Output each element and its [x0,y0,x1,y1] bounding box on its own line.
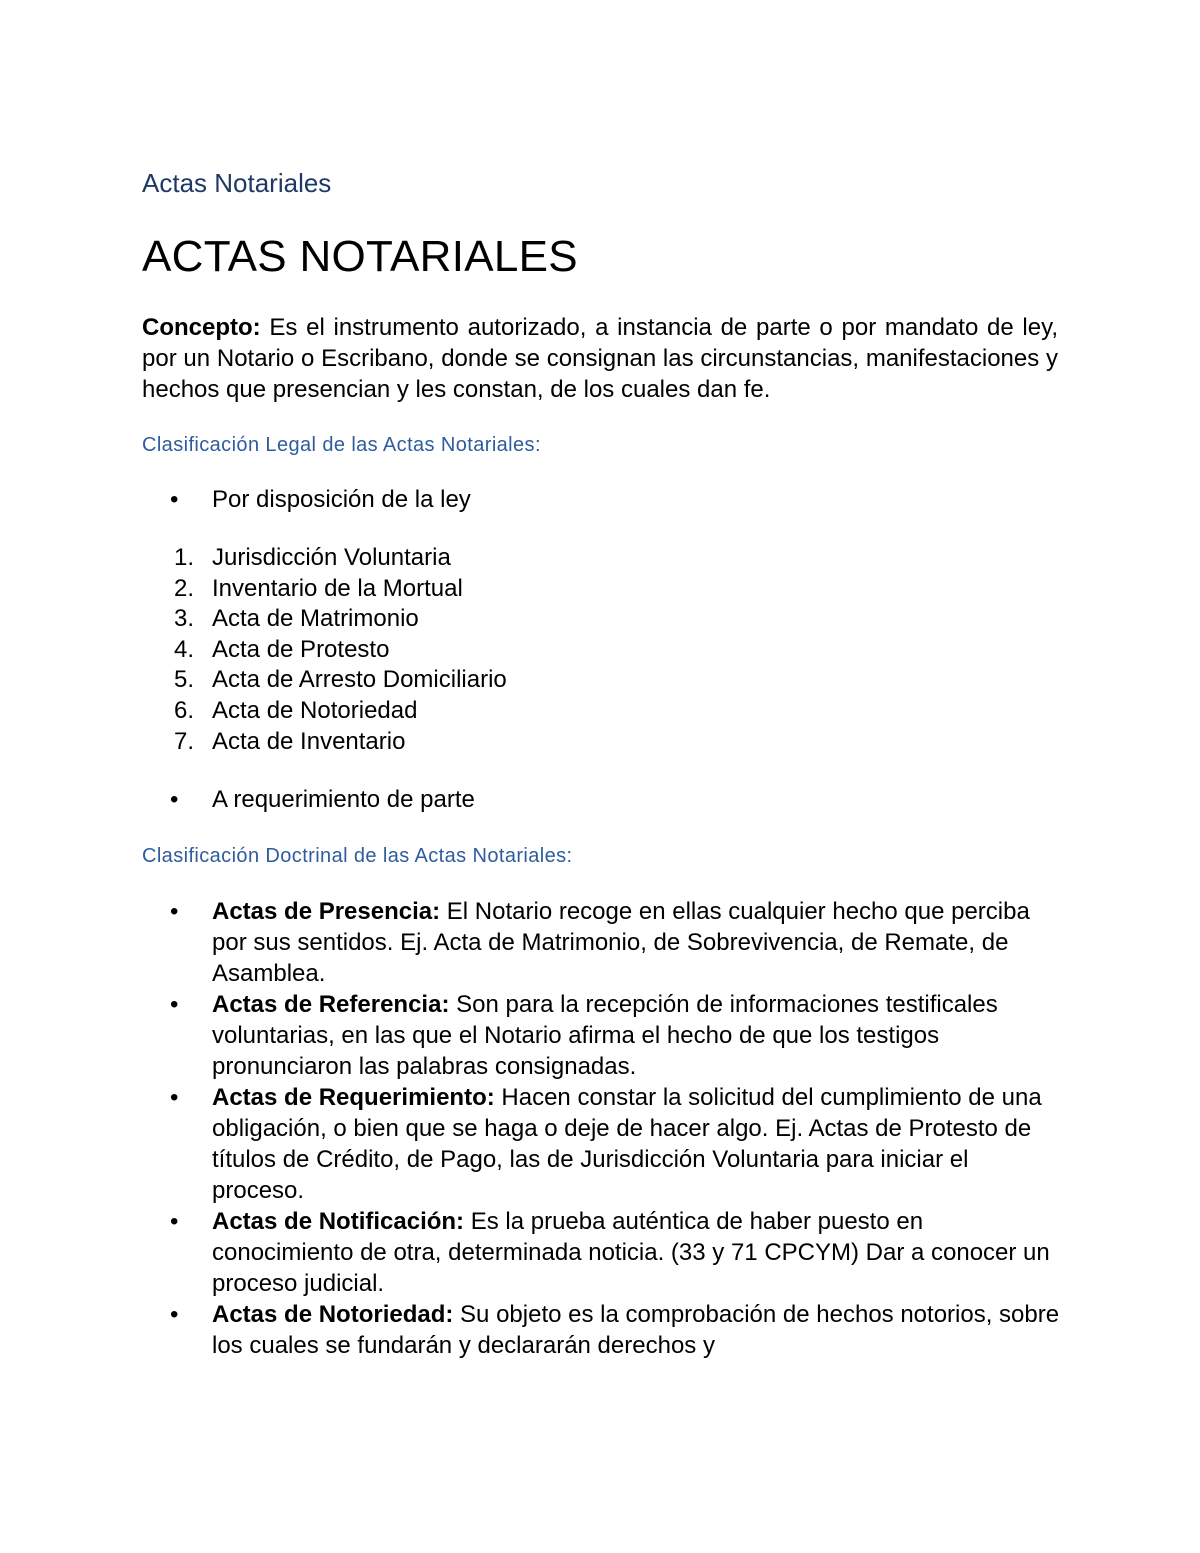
main-heading: ACTAS NOTARIALES [142,232,578,281]
concept-text: Es el instrumento autorizado, a instancia de parte o por mandato de ley, por un Notario o Escribano, donde se consignan las circunstancias, manifestaciones y hechos que presencian y les constan, de los cuales dan fe. [142,314,1058,403]
item-text: Es la prueba auténtica de haber puesto en conocimiento de otra, determinada noticia. (33 y 71 CPCYM) Dar a conocer un proceso judicial. [212,1208,1050,1297]
item-number: 3. [174,605,195,633]
item-text: Hacen constar la solicitud del cumplimiento de una obligación, o bien que se haga o deje de hacer algo. Ej. Actas de Protesto de títulos de Crédito, de Pago, las de Jurisdicción Voluntaria para iniciar el proceso. [212,1084,1042,1204]
item-number: 1. [174,544,195,571]
item-label: Actas de Requerimiento: [212,1084,495,1111]
numbered-item [142,727,507,758]
item-text: El Notario recoge en ellas cualquier hecho que perciba por sus sentidos. Ej. Acta de Matrimonio, de Sobrevivencia, de Remate, de Asamblea. [212,898,1030,987]
doctrinal-list [142,896,1062,1361]
bullet-text: A requerimiento de parte [212,786,475,813]
item-number: 2. [174,574,195,602]
doctrinal-item [142,896,1062,989]
item-label: Actas de Presencia: [212,898,441,925]
numbered-list [142,543,507,757]
numbered-item [142,604,507,635]
numbered-item [142,665,507,696]
item-text: Jurisdicción Voluntaria [212,544,451,571]
doctrinal-item [142,1082,1062,1206]
item-label: Actas de Notoriedad: [212,1301,454,1328]
doctrinal-item [142,989,1062,1082]
bullet-icon: • [170,991,179,1018]
item-number: 5. [174,666,195,694]
bullet-icon: • [170,1084,179,1111]
doctrinal-item [142,1206,1062,1299]
bullet-icon: • [170,1301,179,1328]
legal-classification-heading: Clasificación Legal de las Actas Notariales: [142,434,541,456]
bullet-icon: • [170,1208,179,1235]
item-text: Acta de Inventario [212,727,406,755]
item-number: 4. [174,635,195,663]
concept-paragraph [142,312,1058,405]
item-number: 6. [174,696,195,724]
item-label: Actas de Notificación: [212,1208,465,1235]
item-text: Acta de Arresto Domiciliario [212,666,507,694]
item-text: Son para la recepción de informaciones testificales voluntarias, en las que el Notario afirma el hecho de que los testigos pronunciaron las palabras consignadas. [212,991,998,1080]
item-text: Inventario de la Mortual [212,574,463,602]
item-label: Actas de Referencia: [212,991,450,1018]
bullet-icon: • [170,786,179,813]
item-number: 7. [174,727,195,755]
numbered-item [142,574,507,605]
bullet-text: Por disposición de la ley [212,486,471,513]
item-text: Acta de Notoriedad [212,696,418,724]
doctrinal-classification-heading: Clasificación Doctrinal de las Actas Notariales: [142,845,573,867]
document-title: Actas Notariales [142,168,332,198]
numbered-item [142,543,507,574]
doctrinal-item [142,1299,1062,1361]
item-text: Acta de Matrimonio [212,605,419,633]
bullet-icon: • [170,486,179,513]
concept-label: Concepto: [142,314,261,341]
numbered-item [142,635,507,666]
bullet-icon: • [170,898,179,925]
item-text: Su objeto es la comprobación de hechos notorios, sobre los cuales se fundarán y declararán derechos y [212,1301,1060,1359]
item-text: Acta de Protesto [212,635,390,663]
numbered-item [142,696,507,727]
